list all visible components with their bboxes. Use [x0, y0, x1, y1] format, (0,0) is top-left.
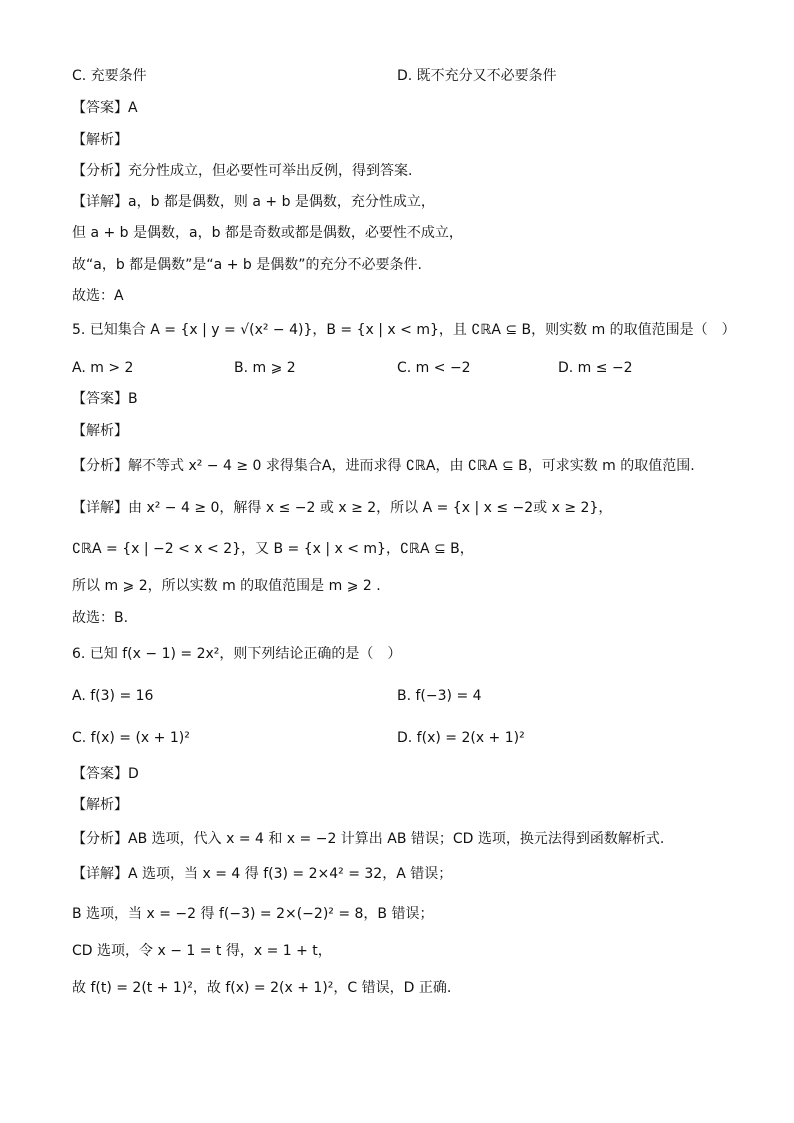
q5-xiangjie-line-2: ∁ℝA = {x | −2 < x < 2}，又 B = {x | x < m}，∁ℝA ⊆ B， — [72, 541, 474, 557]
q5-xiangjie-line-1: 【详解】由 x² − 4 ≥ 0，解得 x ≤ −2 或 x ≥ 2，所以 A = {x | x ≤ −2或 x ≥ 2}， — [72, 500, 613, 516]
q4-xiangjie-line-2: 但 a + b 是偶数，a，b 都是奇数或都是偶数，必要性不成立， — [72, 225, 463, 241]
q5-analysis-heading: 【解析】 — [72, 423, 128, 439]
q5-xiangjie-line-3: 所以 m ⩾ 2，所以实数 m 的取值范围是 m ⩾ 2 . — [72, 578, 381, 594]
q5-stem: 5. 已知集合 A = {x | y = √(x² − 4)}，B = {x | x < m}，且 ∁ℝA ⊆ B，则实数 m 的取值范围是（ ） — [72, 322, 736, 338]
q4-xiangjie-line-1: 【详解】a，b 都是偶数，则 a + b 是偶数，充分性成立， — [72, 194, 435, 210]
q6-option-a: A. f(3) = 16 — [72, 688, 154, 704]
q6-xiangjie-line-2: B 选项，当 x = −2 得 f(−3) = 2×(−2)² = 8，B 错误； — [72, 906, 434, 922]
q5-answer: 【答案】B — [72, 391, 138, 407]
q6-answer: 【答案】D — [72, 766, 139, 782]
q5-choose: 故选：B. — [72, 610, 129, 626]
q4-option-c: C. 充要条件 — [72, 68, 147, 84]
q4-option-d: D. 既不充分又不必要条件 — [397, 68, 557, 84]
q6-xiangjie-line-1: 【详解】A 选项，当 x = 4 得 f(3) = 2×4² = 32，A 错误； — [72, 866, 453, 882]
q4-fenxi: 【分析】充分性成立，但必要性可举出反例，得到答案. — [72, 163, 413, 179]
q6-stem: 6. 已知 f(x − 1) = 2x²，则下列结论正确的是（ ） — [72, 646, 402, 662]
q6-option-d: D. f(x) = 2(x + 1)² — [397, 730, 525, 746]
q5-option-c: C. m < −2 — [397, 360, 471, 376]
q6-xiangjie-line-4: 故 f(t) = 2(t + 1)²，故 f(x) = 2(x + 1)²，C 错误，D 正确. — [72, 980, 452, 996]
q4-answer: 【答案】A — [72, 100, 138, 116]
q4-choose: 故选：A — [72, 288, 124, 304]
q6-option-b: B. f(−3) = 4 — [397, 688, 482, 704]
q6-option-c: C. f(x) = (x + 1)² — [72, 730, 190, 746]
q6-analysis-heading: 【解析】 — [72, 797, 128, 813]
q5-fenxi: 【分析】解不等式 x² − 4 ≥ 0 求得集合A，进而求得 ∁ℝA，由 ∁ℝA ⊆ B，可求实数 m 的取值范围. — [72, 458, 695, 474]
q4-xiangjie-line-3: 故“a，b 都是偶数”是“a + b 是偶数”的充分不必要条件. — [72, 257, 422, 273]
q4-analysis-heading: 【解析】 — [72, 132, 128, 148]
q5-option-a: A. m > 2 — [72, 360, 134, 376]
q5-option-b: B. m ⩾ 2 — [234, 360, 296, 376]
q6-xiangjie-line-3: CD 选项，令 x − 1 = t 得，x = 1 + t， — [72, 943, 332, 959]
q6-fenxi: 【分析】AB 选项，代入 x = 4 和 x = −2 计算出 AB 错误；CD 选项，换元法得到函数解析式. — [72, 831, 665, 847]
q5-option-d: D. m ≤ −2 — [558, 360, 633, 376]
